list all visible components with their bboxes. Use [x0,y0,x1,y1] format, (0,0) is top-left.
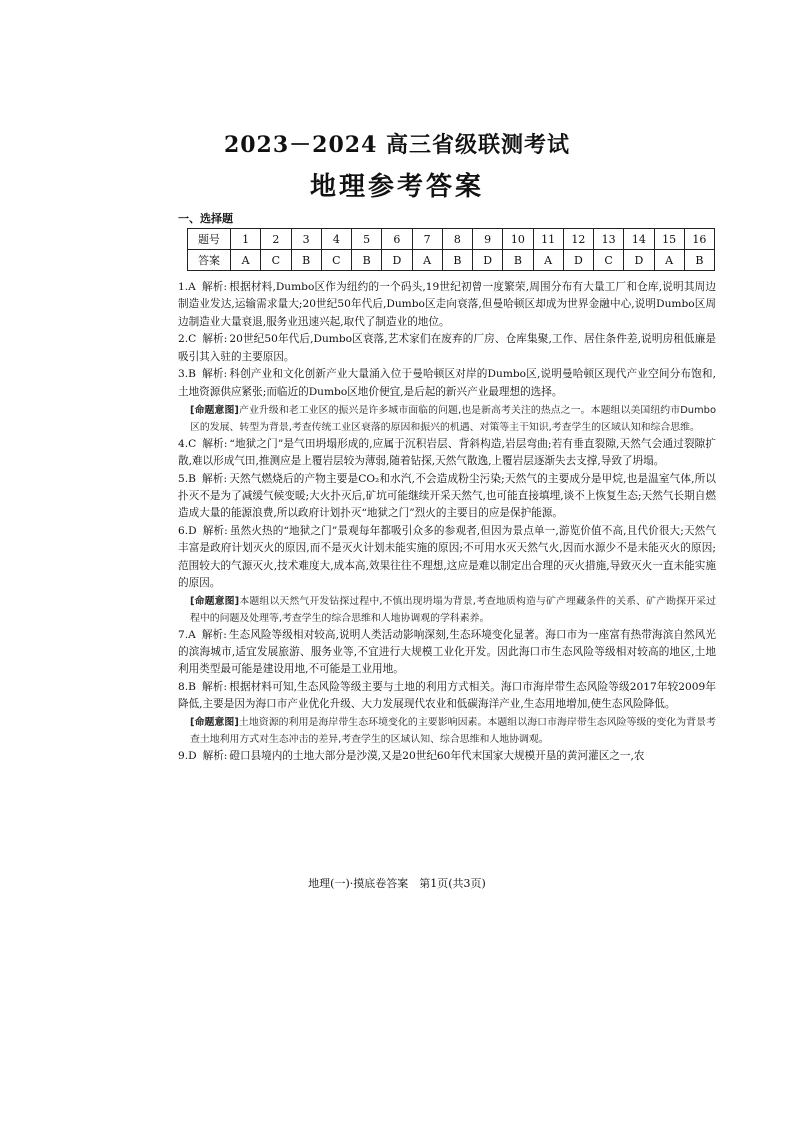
item-label: 解析: [201,368,228,381]
explanation-item [178,366,716,401]
question-number-cell: 9 [473,229,503,250]
question-number-cell: 15 [654,229,684,250]
answer-cell: B [442,250,472,271]
note-text: 本题组以天然气开发钻探过程中,不慎出现坍塌为背景,考查地质构造与矿产埋藏条件的关系、矿产勘探开采过程中的问题及处理等,考查学生的综合思维和人地协调观的学科素养。 [190,595,717,624]
question-number-cell: 5 [352,229,382,250]
answer-cell: A [654,250,684,271]
item-text: “地狱之门”是气田坍塌形成的,应属于沉积岩层、背斜构造,岩层弯曲;若有垂直裂隙,天然气会通过裂隙扩散,难以形成气田,推测应是上覆岩层较为薄弱,随着钻探,天然气散逸,上覆岩层逐渐失去支撑,导致了坍塌。 [178,437,716,467]
item-number: 6. [178,525,189,538]
explanation-item [178,679,716,714]
answer-cell: D [473,250,503,271]
item-text: 20世纪50年代后,Dumbo区衰落,艺术家们在废弃的厂房、仓库集聚,工作、居住条件差,说明房租低廉是吸引其入驻的主要原因。 [178,333,716,363]
question-number-cell: 7 [412,229,442,250]
item-number: 7. [178,628,189,641]
item-text: 根据材料,Dumbo区作为纽约的一个码头,19世纪初曾一度繁荣,周围分布有大量工厂和仓库,说明其周边制造业发达,运输需求量大;20世纪50年代后,Dumbo区走向衰落,但曼哈顿区却成为世界金融中心,说明Dumbo区周边制造业大量衰退,服务业迅速兴起,取代了制造业的地位。 [178,281,717,328]
row-header-answer: 答案 [188,250,231,271]
question-number-cell: 10 [503,229,533,250]
item-number: 2. [178,333,189,346]
explanation-item [178,471,716,523]
item-answer: C [188,333,197,346]
answer-cell: C [594,250,624,271]
answer-cell: A [533,250,563,271]
question-number-row [188,229,715,250]
item-label: 解析: [202,333,228,346]
explanation-item [178,523,716,592]
item-text: 虽然火热的“地狱之门”景观每年都吸引众多的参观者,但因为景点单一,游览价值不高,且代价很大;天然气丰富是政府计划灭火的原因,而不是灭火计划未能实施的原因;不可用水灭天然气火,因而水源少不是未能灭火的原因;范围较大的气源灭火,技术难度大,成本高,效果往往不理想,这应是难以制定出合理的灭火措施,导致灭火一直未能实施的原因。 [178,525,716,589]
item-answer: B [188,472,196,485]
question-number-cell: 16 [684,229,714,250]
item-text: 生态风险等级相对较高,说明人类活动影响深刻,生态环境变化显著。海口市为一座富有热带海滨自然风光的滨海城市,适宜发展旅游、服务业等,不宜进行大规模工业化开发。因此海口市生态风险等级相对较高的地区,土地利用类型最可能是建设用地,不可能是工业用地。 [178,628,716,676]
design-intent-note [190,402,716,436]
item-answer: D [188,525,197,538]
item-number: 1. [178,281,189,293]
item-text: 根据材料可知,生态风险等级主要与土地的利用方式相关。海口市海岸带生态风险等级2017年较2009年降低,主要是因为海口市产业优化升级、大力发展现代农业和低碳海洋产业,生态用地增加,使生态风险降低。 [178,681,716,711]
note-tag: [命题意图] [190,717,239,729]
item-number: 9. [178,750,189,763]
answer-cell: C [261,250,291,271]
answer-cell: B [291,250,321,271]
note-tag: [命题意图] [190,404,239,416]
item-answer: C [188,437,197,450]
note-tag: [命题意图] [190,595,240,607]
question-number-cell: 2 [261,229,291,250]
item-number: 4. [178,437,189,450]
question-number-cell: 1 [231,229,261,250]
exam-title: 2023－2024 高三省级联测考试 [223,132,571,158]
question-number-cell: 4 [321,229,351,250]
answer-row [188,250,715,271]
explanation-item [178,279,716,331]
item-number: 8. [178,681,189,694]
explanation-item [178,436,716,471]
answer-cell: D [382,250,412,271]
explanation-item [178,627,716,679]
question-number-cell: 6 [382,229,412,250]
question-number-cell: 13 [594,229,624,250]
answer-cell: D [563,250,593,271]
answer-cell: C [321,250,351,271]
question-number-cell: 12 [563,229,593,250]
question-number-cell: 11 [533,229,563,250]
explanations [178,279,716,766]
item-label: 解析: [201,281,228,293]
question-number-cell: 3 [291,229,321,250]
item-answer: A [188,281,196,293]
design-intent-note [190,593,716,627]
question-number-cell: 8 [442,229,472,250]
answer-cell: B [352,250,382,271]
answer-cell: D [624,250,654,271]
item-answer: B [188,681,196,694]
question-number-cell: 14 [624,229,654,250]
item-number: 5. [178,472,189,485]
note-text: 土地资源的利用是海岸带生态环境变化的主要影响因素。本题组以海口市海岸带生态风险等级的变化为背景考查土地利用方式对生态冲击的差异,考查学生的区域认知、综合思维和人地协调观。 [190,717,716,746]
note-text: 产业升级和老工业区的振兴是许多城市面临的问题,也是新高考关注的热点之一。本题组以美国纽约市Dumbo区的发展、转型为背景,考查传统工业区衰落的原因和振兴的机遇、对策等主干知识,考查学生的区域认知和综合思维。 [190,404,716,433]
answer-cell: B [503,250,533,271]
answer-cell: A [412,250,442,271]
item-label: 解析: [201,681,228,694]
design-intent-note [190,714,716,748]
item-answer: D [188,750,197,763]
item-label: 解析: [201,628,227,641]
explanation-item [178,748,716,765]
section-heading: 一、选择题 [178,212,233,225]
answer-title: 地理参考答案 [309,172,484,202]
page-footer: 地理(一)·摸底卷答案 第1页(共3页) [308,877,486,890]
item-answer: B [188,368,196,381]
row-header-number: 题号 [188,229,231,250]
item-label: 解析: [202,525,228,538]
item-number: 3. [178,368,189,381]
item-text: 磴口县境内的土地大部分是沙漠,又是20世纪60年代末国家大规模开垦的黄河灌区之一,农 [229,750,645,763]
item-text: 天然气燃烧后的产物主要是CO₂和水汽,不会造成粉尘污染;天然气的主要成分是甲烷,也是温室气体,所以扑灭不是为了减缓气候变暖;大火扑灭后,矿坑可能继续开采天然气,也可能直接填埋,谈不上恢复生态;天然气长期自燃造成大量的能源浪费,所以政府计划扑灭“地狱之门”烈火的主要目的应是保护能源。 [178,472,716,520]
item-label: 解析: [201,472,228,485]
answer-cell: A [231,250,261,271]
explanation-item [178,331,716,366]
item-answer: A [188,628,196,641]
item-text: 科创产业和文化创新产业大量涌入位于曼哈顿区对岸的Dumbo区,说明曼哈顿区现代产业空间分布饱和,土地资源供应紧张;而临近的Dumbo区地价便宜,是后起的新兴产业最理想的选择。 [178,368,716,398]
answer-cell: B [684,250,714,271]
item-label: 解析: [202,437,228,450]
item-label: 解析: [202,750,228,763]
answer-table [187,228,715,271]
